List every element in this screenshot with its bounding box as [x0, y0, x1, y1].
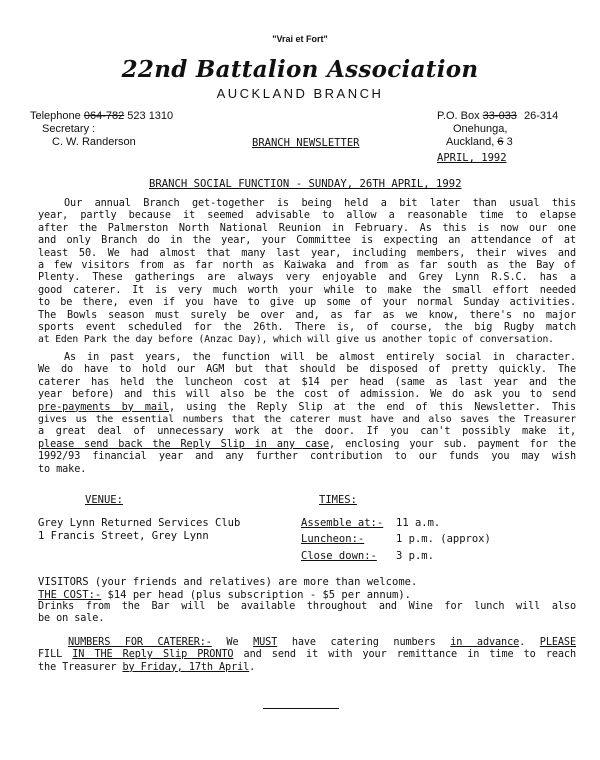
event-heading: BRANCH SOCIAL FUNCTION - SUNDAY, 26TH APRIL, 1992 [149, 178, 462, 190]
catering-line [38, 649, 576, 661]
drinks-note [38, 601, 576, 626]
pronto-emphasis: IN THE Reply Slip PRONTO [72, 649, 234, 661]
cost-line [38, 589, 411, 601]
paragraph-2-line: We do have to hold our AGM but that should be disposed of pretty quickly. The [38, 364, 576, 376]
catering-text: and send it with your remittance in time to reach [233, 649, 577, 661]
organization-name: 22nd Battalion Association [121, 56, 479, 83]
paragraph-1-line: sports event scheduled for the 26th. There is, of course, the big Rugby match [38, 322, 576, 334]
catering-text: . [249, 661, 256, 673]
cost-text: $14 per head (plus subscription - $5 per annum). [101, 589, 411, 601]
city-number: 3 [506, 136, 513, 148]
newsletter-title: BRANCH NEWSLETTER [252, 137, 360, 149]
catering-text: FILL [38, 649, 73, 661]
po-box-line [437, 110, 558, 123]
catering-line [38, 662, 576, 674]
po-box-label: P.O. Box [437, 110, 480, 122]
paragraph-1-line: Plenty. These gatherings are always very enjoyable and Grey Lynn R.S.C. has a [38, 272, 576, 284]
telephone-number: 523 1310 [127, 110, 174, 122]
paragraph-2-line: 1992/93 financial year and any further contribution to our funds you may wish [38, 451, 576, 463]
paragraph-1-line: a few visitors from as far north as Kaiwaka and from as far south as the Bay of [38, 260, 576, 272]
deadline-emphasis: by Friday, 17th April [122, 661, 250, 673]
advance-emphasis: in advance [450, 637, 520, 648]
close-value: 3 p.m. [396, 550, 434, 562]
motto: "Vrai et Fort" [272, 34, 328, 44]
reply-slip-emphasis: please send back the Reply Slip in any case [38, 438, 330, 450]
catering-text: . [519, 637, 540, 648]
paragraph-1-line: and only Branch do in the year, your Committee is expecting an attendance of at [38, 235, 576, 247]
city-prefix: Auckland, [446, 136, 495, 148]
catering-line [38, 637, 576, 649]
paragraph-1-line: year, partly because it seemed advisable to allow a reasonable time to elapse [38, 210, 576, 222]
drinks-line: be on sale. [38, 613, 105, 625]
paragraph-1-line: good caterer. It is very much worth your while to make the small effort needed [38, 284, 576, 296]
cost-label: THE COST:- [38, 589, 102, 601]
venue-line-1: Grey Lynn Returned Services Club [38, 517, 241, 529]
city-struck: 6 [497, 136, 504, 148]
luncheon-label: Luncheon:- [301, 533, 365, 545]
close-label: Close down:- [301, 550, 377, 562]
visitors-note: VISITORS (your friends and relatives) are more than welcome. [38, 576, 418, 588]
paragraph-2 [38, 352, 576, 476]
luncheon-value: 1 p.m. (approx) [396, 533, 491, 545]
paragraph-2-line: caterer has held the luncheon cost at $14 per head (same as last year and the [38, 376, 576, 388]
please-emphasis: PLEASE [539, 637, 576, 648]
must-emphasis: MUST [253, 637, 278, 648]
paragraph-2-line: gives us the essential numbers that the caterer must have and also saves the Treasurer [38, 414, 576, 426]
venue-line-2: 1 Francis Street, Grey Lynn [38, 530, 209, 542]
suburb: Onehunga, [453, 123, 508, 135]
telephone-struck: 064-782 [83, 110, 125, 122]
assemble-value: 11 a.m. [396, 517, 441, 529]
catering-text: have catering numbers [277, 637, 451, 648]
paragraph-1-line: Our annual Branch get-together is being held a bit later than usual this [64, 198, 576, 209]
prepayments-emphasis: pre-payments by mail [38, 401, 170, 413]
catering-text: the Treasurer [38, 661, 123, 673]
drinks-line: Drinks from the Bar will be available throughout and Wine for lunch will also [38, 601, 576, 612]
paragraph-2-line: As in past years, the function will be almost entirely social in character. [64, 352, 576, 363]
po-box-struck: 33-033 [482, 110, 517, 122]
paragraph-2-line [38, 402, 576, 414]
assemble-label: Assemble at:- [301, 517, 384, 529]
paragraph-2-line: year before) and this will also be the cost of admission. We do ask you to send [38, 389, 576, 401]
paragraph-1-line: after the Palmerston North National Reunion in February. As this is now our one [38, 222, 576, 234]
venue-heading: VENUE: [85, 494, 123, 506]
paragraph-1-line: least 50. We had almost that many last year, including members, their wives and [38, 247, 576, 259]
branch-name: AUCKLAND BRANCH [216, 86, 384, 101]
paragraph-1-line: The Bowls season must surely be over and, as far as we know, there's no major [38, 309, 576, 321]
paragraph-2-text: , using the Reply Slip at the end of this Newsletter. This [169, 401, 577, 413]
city-line [446, 136, 513, 149]
paragraph-1-line: to be there, even if you have to give up some of your normal Sunday activities. [38, 297, 576, 309]
paragraph-2-line: to make. [38, 463, 87, 475]
catering-label: NUMBERS FOR CATERER:- [68, 637, 212, 648]
secretary-label: Secretary : [42, 123, 96, 135]
paragraph-2-line: a great deal of unnecessary work at the door. If you can't possibly make it, [38, 426, 576, 438]
paragraph-2-text: , enclosing your sub. payment for the [329, 438, 576, 450]
telephone-line [30, 110, 173, 123]
po-box-number: 26-314 [524, 110, 559, 122]
paragraph-1-line: at Eden Park the day before (Anzac Day), which will give us another topic of conversation. [38, 334, 554, 346]
telephone-label: Telephone [30, 110, 81, 122]
newsletter-date: APRIL, 1992 [437, 152, 507, 164]
paragraph-1 [38, 198, 576, 347]
paragraph-2-line [38, 439, 576, 451]
catering-note [38, 637, 576, 674]
closing-rule [263, 708, 339, 709]
times-heading: TIMES: [319, 494, 357, 506]
secretary-name: C. W. Randerson [52, 136, 136, 148]
catering-text: We [211, 637, 254, 648]
